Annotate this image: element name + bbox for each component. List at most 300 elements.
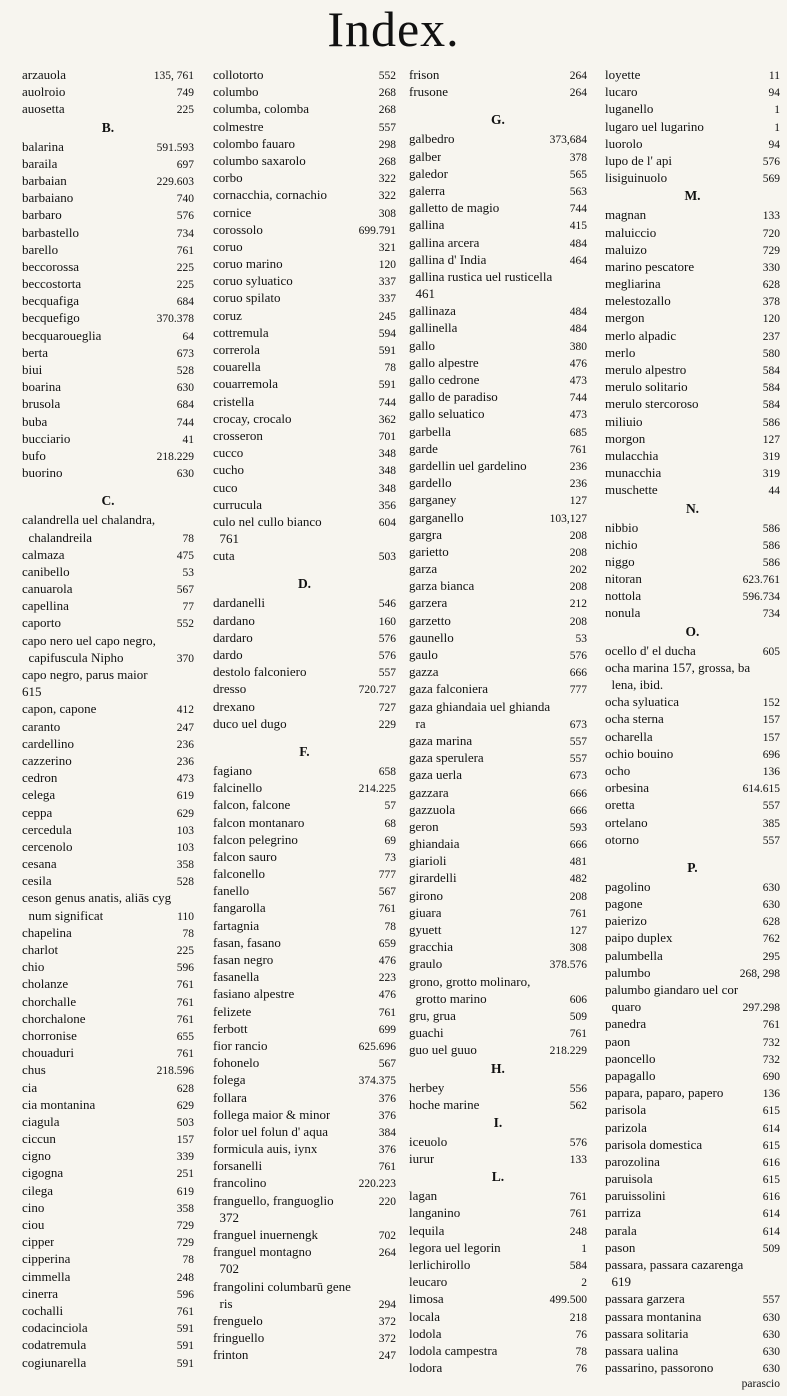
- index-entry: [22, 1027, 194, 1044]
- entry-term: garbella: [409, 423, 451, 439]
- entry-page-refs: 247: [176, 721, 194, 734]
- index-entry: [409, 474, 587, 491]
- entry-term: canuarola: [22, 581, 73, 597]
- entry-page-refs: 476: [378, 989, 396, 1002]
- entry-term: coruo spilato: [213, 290, 281, 306]
- entry-page-refs: 552: [176, 618, 194, 631]
- index-entry: [409, 560, 587, 577]
- index-column-1: [22, 66, 194, 1371]
- entry-term: fanello: [213, 883, 250, 899]
- entry-page-refs: 556: [569, 1082, 587, 1095]
- index-entry: [409, 990, 587, 1007]
- entry-page-refs: 732: [762, 1053, 780, 1066]
- entry-page-refs: 264: [378, 1247, 396, 1260]
- index-entry: [605, 895, 780, 912]
- entry-term: gazzara: [409, 784, 449, 800]
- entry-term: luorolo: [605, 135, 643, 151]
- entry-term: lerlichirollo: [409, 1257, 471, 1272]
- entry-term: cesana: [22, 856, 57, 872]
- entry-term: gallo de paradiso: [409, 389, 498, 405]
- entry-page-refs: 584: [569, 1260, 587, 1272]
- entry-term: merlo alpadic: [605, 327, 677, 343]
- entry-page-refs: 348: [378, 448, 396, 461]
- entry-term: num significat: [22, 907, 104, 923]
- index-entry: [22, 100, 194, 117]
- index-entry: [409, 629, 587, 646]
- index-entry: [409, 663, 587, 680]
- entry-page-refs: 503: [176, 1116, 194, 1129]
- entry-term: loyette: [605, 67, 641, 82]
- entry-page-refs: 1: [774, 104, 780, 117]
- entry-term: buba: [22, 413, 48, 429]
- index-entry: [409, 1096, 587, 1113]
- index-entry: [605, 327, 780, 344]
- entry-term: cucco: [213, 445, 244, 461]
- entry-page-refs: 630: [762, 1345, 780, 1358]
- letter-heading: C.: [101, 493, 115, 509]
- index-entry: [213, 1157, 396, 1174]
- entry-term: gru, grua: [409, 1007, 456, 1023]
- index-entry: [409, 680, 587, 697]
- index-entry: [22, 1044, 194, 1061]
- entry-page-refs: 673: [569, 718, 587, 731]
- entry-page-refs: 308: [569, 942, 587, 955]
- entry-page-refs: 464: [569, 254, 587, 267]
- entry-page-refs: 576: [569, 650, 587, 662]
- index-entry: [22, 309, 194, 326]
- index-entry: [409, 371, 587, 388]
- entry-term: miliuio: [605, 413, 643, 429]
- entry-term: cigogna: [22, 1165, 64, 1181]
- entry-page-refs: 591: [176, 1323, 194, 1336]
- entry-term: parisola: [605, 1102, 647, 1118]
- entry-page-refs: 160: [378, 615, 396, 628]
- entry-page-refs: 699: [378, 1023, 396, 1036]
- entry-term: frison: [409, 67, 440, 82]
- entry-term: gallina rustica uel rusticella: [409, 268, 553, 284]
- index-entry: [213, 698, 396, 715]
- entry-term: garza bianca: [409, 578, 475, 594]
- index-entry: [213, 1003, 396, 1020]
- entry-term: falcon sauro: [213, 848, 277, 864]
- entry-page-refs: 484: [569, 306, 587, 319]
- entry-page-refs: 744: [176, 416, 194, 429]
- index-entry: [213, 612, 396, 629]
- index-entry: [409, 302, 587, 319]
- index-entry: [213, 444, 396, 461]
- entry-page-refs: 475: [176, 549, 194, 562]
- entry-page-refs: 237: [762, 330, 780, 343]
- entry-term: galedor: [409, 165, 448, 181]
- entry-page-refs: 157: [762, 731, 780, 744]
- entry-page-refs: 481: [569, 856, 587, 869]
- entry-term: lodola campestra: [409, 1342, 498, 1358]
- index-entry: [22, 529, 194, 546]
- entry-page-refs: 557: [378, 667, 396, 680]
- letter-heading: B.: [101, 119, 115, 135]
- index-entry: [605, 536, 780, 553]
- index-entry: [409, 509, 587, 526]
- entry-page-refs: 78: [384, 362, 396, 375]
- entry-page-refs: 562: [569, 1099, 587, 1112]
- entry-page-refs: 157: [762, 714, 780, 727]
- entry-term: fior rancio: [213, 1037, 268, 1053]
- entry-page-refs: 528: [176, 876, 194, 889]
- entry-term: biui: [22, 362, 43, 377]
- index-entry: [213, 1071, 396, 1088]
- index-entry: [22, 206, 194, 223]
- entry-page-refs: 619: [176, 1185, 194, 1198]
- entry-page-refs: 673: [569, 770, 587, 783]
- entry-page-refs: 596.734: [742, 591, 780, 604]
- entry-page-refs: 370.378: [156, 313, 194, 326]
- entry-term: frenguelo: [213, 1312, 263, 1328]
- entry-page-refs: 630: [176, 382, 194, 395]
- entry-page-refs: 761: [569, 443, 587, 456]
- index-column-2: [213, 66, 396, 1364]
- index-entry: [22, 511, 194, 528]
- index-entry: [409, 938, 587, 955]
- entry-page-refs: 135, 761: [153, 70, 194, 82]
- entry-page-refs: 563: [569, 185, 587, 198]
- entry-page-refs: 103: [176, 841, 194, 854]
- entry-page-refs: 319: [762, 450, 780, 463]
- entry-term: fringuello: [213, 1330, 265, 1346]
- entry-page-refs: 629: [176, 1099, 194, 1112]
- entry-term: galber: [409, 148, 442, 164]
- index-entry: [22, 993, 194, 1010]
- index-entry: [409, 887, 587, 904]
- entry-page-refs: 294: [378, 1298, 396, 1311]
- entry-term: dardo: [213, 647, 243, 662]
- index-entry: [213, 917, 396, 934]
- entry-page-refs: 1: [774, 121, 780, 134]
- index-entry: [605, 659, 780, 676]
- entry-term: hoche marine: [409, 1096, 480, 1112]
- entry-page-refs: 761: [569, 1028, 587, 1041]
- index-entry: [213, 83, 396, 100]
- entry-page-refs: 740: [176, 193, 194, 206]
- index-entry: [409, 1079, 587, 1096]
- entry-page-refs: 337: [378, 276, 396, 289]
- entry-page-refs: 220: [378, 1195, 396, 1208]
- entry-term: mergon: [605, 310, 645, 326]
- entry-page-refs: 484: [569, 237, 587, 250]
- entry-term: paon: [605, 1033, 631, 1049]
- entry-term: cucho: [213, 462, 245, 478]
- entry-term: gargra: [409, 526, 442, 542]
- entry-page-refs: 133: [762, 210, 780, 223]
- index-entry: [605, 710, 780, 727]
- entry-term: cuco: [213, 479, 238, 495]
- index-entry: [605, 361, 780, 378]
- entry-page-refs: 297.298: [742, 1002, 780, 1015]
- entry-term: papara, paparo, papero: [605, 1085, 724, 1101]
- entry-page-refs: 630: [762, 1363, 780, 1376]
- index-entry: [22, 172, 194, 189]
- index-entry: [409, 388, 587, 405]
- index-entry: [213, 1260, 396, 1277]
- entry-page-refs: 245: [378, 310, 396, 323]
- entry-term: felizete: [213, 1003, 252, 1019]
- entry-page-refs: 229.603: [156, 175, 194, 188]
- index-entry: [605, 1101, 780, 1118]
- entry-term: iurur: [409, 1151, 435, 1167]
- entry-page-refs: 744: [378, 396, 396, 409]
- entry-page-refs: 208: [569, 615, 587, 628]
- entry-term: ciagula: [22, 1113, 60, 1129]
- entry-page-refs: parascio: [741, 1378, 780, 1391]
- page-title: Index.: [327, 1, 460, 57]
- entry-term: melestozallo: [605, 293, 671, 309]
- entry-page-refs: 264: [569, 87, 587, 100]
- entry-term: collotorto: [213, 67, 264, 82]
- entry-term: francolino: [213, 1175, 267, 1191]
- entry-page-refs: 268: [378, 87, 396, 100]
- index-entry: [213, 66, 396, 83]
- entry-term: oretta: [605, 797, 635, 813]
- entry-term: giarioli: [409, 853, 447, 869]
- entry-page-refs: 567: [378, 1058, 396, 1071]
- entry-term: chus: [22, 1062, 46, 1078]
- entry-term: passara garzera: [605, 1291, 685, 1307]
- index-entry: [605, 1256, 780, 1273]
- entry-page-refs: 264: [569, 70, 587, 82]
- entry-page-refs: 616: [762, 1156, 780, 1169]
- entry-page-refs: 697: [176, 158, 194, 171]
- entry-term: 702: [213, 1261, 239, 1277]
- entry-page-refs: 727: [378, 701, 396, 714]
- entry-page-refs: 584: [762, 365, 780, 377]
- entry-page-refs: 378.576: [549, 959, 587, 972]
- spacer: [213, 564, 396, 574]
- index-entry: [22, 1336, 194, 1353]
- entry-term: lugaro uel lugarino: [605, 118, 704, 134]
- index-entry: [22, 752, 194, 769]
- index-entry: [213, 410, 396, 427]
- index-entry: [409, 921, 587, 938]
- entry-term: auosetta: [22, 101, 65, 117]
- index-column-3: [409, 66, 587, 1376]
- entry-term: cipperina: [22, 1251, 71, 1267]
- entry-page-refs: 565: [569, 168, 587, 181]
- entry-term: 372: [213, 1209, 239, 1225]
- index-entry: [409, 457, 587, 474]
- index-entry: [22, 224, 194, 241]
- entry-term: merulo stercoroso: [605, 396, 699, 412]
- index-entry: [22, 344, 194, 361]
- index-entry: [605, 206, 780, 223]
- entry-term: follega maior & minor: [213, 1106, 331, 1122]
- entry-term: cottremula: [213, 324, 269, 340]
- index-entry: [409, 1308, 587, 1325]
- entry-term: dardanelli: [213, 595, 265, 611]
- entry-term: gazza: [409, 664, 439, 680]
- index-entry: [409, 1133, 587, 1150]
- entry-page-refs: 376: [378, 1109, 396, 1122]
- index-entry: [213, 951, 396, 968]
- index-entry: [409, 646, 587, 663]
- index-entry: [22, 718, 194, 735]
- entry-term: chorchalle: [22, 993, 77, 1009]
- entry-term: grotto marino: [409, 990, 487, 1006]
- entry-page-refs: 591: [176, 1357, 194, 1370]
- entry-page-refs: 218.229: [156, 450, 194, 463]
- index-entry: [22, 430, 194, 447]
- entry-term: cimmella: [22, 1268, 71, 1284]
- entry-page-refs: 761: [569, 907, 587, 920]
- entry-page-refs: 552: [378, 70, 396, 82]
- entry-term: cochalli: [22, 1302, 64, 1318]
- index-entry: [605, 344, 780, 361]
- entry-page-refs: 666: [569, 804, 587, 817]
- entry-term: lisiguinuolo: [605, 170, 668, 186]
- index-entry: [213, 882, 396, 899]
- index-entry: [605, 118, 780, 135]
- entry-page-refs: 251: [176, 1168, 194, 1181]
- entry-page-refs: 655: [176, 1030, 194, 1043]
- entry-term: gazzuola: [409, 801, 456, 817]
- index-entry: [409, 285, 587, 302]
- index-entry: [213, 814, 396, 831]
- entry-term: girono: [409, 887, 443, 903]
- index-entry: [409, 852, 587, 869]
- entry-term: chalandreila: [22, 529, 93, 545]
- index-entry: [409, 818, 587, 835]
- entry-page-refs: 777: [378, 869, 396, 882]
- entry-term: becquefigo: [22, 310, 80, 326]
- entry-page-refs: 152: [762, 697, 780, 710]
- entry-page-refs: 69: [384, 834, 396, 847]
- entry-page-refs: 78: [575, 1345, 587, 1358]
- entry-term: columbo saxarolo: [213, 152, 306, 168]
- entry-term: berta: [22, 344, 48, 360]
- entry-term: boarina: [22, 379, 61, 395]
- entry-page-refs: 615: [762, 1105, 780, 1118]
- index-entry: [22, 258, 194, 275]
- index-entry: [605, 553, 780, 570]
- entry-term: chio: [22, 959, 45, 975]
- entry-term: garzera: [409, 595, 448, 611]
- entry-term: gallinella: [409, 320, 458, 336]
- letter-heading: P.: [687, 859, 698, 875]
- entry-page-refs: 584: [762, 382, 780, 395]
- index-entry: [22, 907, 194, 924]
- entry-page-refs: 576: [176, 210, 194, 223]
- letter-heading: H.: [491, 1060, 505, 1076]
- index-entry: [409, 715, 587, 732]
- entry-term: langanino: [409, 1205, 461, 1221]
- entry-term: crocay, crocalo: [213, 410, 292, 426]
- entry-page-refs: 378: [762, 296, 780, 309]
- index-entry: [605, 998, 780, 1015]
- index-entry: [22, 1268, 194, 1285]
- entry-term: munacchia: [605, 465, 662, 481]
- entry-term: fasanella: [213, 969, 260, 985]
- entry-page-refs: 729: [176, 1220, 194, 1232]
- index-entry: [409, 1204, 587, 1221]
- entry-page-refs: 630: [762, 881, 780, 894]
- index-entry: [213, 1346, 396, 1363]
- index-entry: [605, 447, 780, 464]
- index-entry: [22, 649, 194, 666]
- entry-term: quaro: [605, 999, 642, 1015]
- entry-term: panedra: [605, 1016, 647, 1032]
- entry-page-refs: 734: [762, 608, 780, 621]
- index-entry: [213, 272, 396, 289]
- entry-term: gallina d' India: [409, 251, 487, 267]
- index-entry: [22, 855, 194, 872]
- entry-term: franguello, franguoglio: [213, 1192, 334, 1208]
- index-entry: [409, 491, 587, 508]
- index-entry: [213, 1054, 396, 1071]
- entry-page-refs: 78: [182, 927, 194, 940]
- index-entry: [213, 865, 396, 882]
- entry-page-refs: 319: [762, 468, 780, 481]
- index-entry: [409, 216, 587, 233]
- index-entry: [213, 1312, 396, 1329]
- entry-term: arzauola: [22, 67, 67, 82]
- entry-term: graulo: [409, 956, 443, 972]
- entry-page-refs: 358: [176, 859, 194, 872]
- entry-page-refs: 630: [762, 1328, 780, 1341]
- index-entry: [213, 238, 396, 255]
- index-entry: [409, 319, 587, 336]
- entry-page-refs: 546: [378, 598, 396, 611]
- index-entry: [409, 337, 587, 354]
- index-entry: [213, 169, 396, 186]
- entry-page-refs: 202: [569, 564, 587, 577]
- entry-term: caranto: [22, 718, 61, 734]
- entry-term: passara ualina: [605, 1342, 679, 1358]
- index-entry: [605, 570, 780, 587]
- entry-page-refs: 57: [384, 800, 396, 813]
- letter-heading: G.: [491, 112, 505, 128]
- entry-page-refs: 557: [762, 1294, 780, 1307]
- index-entry: [605, 676, 780, 693]
- index-entry: [22, 1250, 194, 1267]
- entry-term: nonula: [605, 605, 641, 621]
- entry-term: cesila: [22, 873, 52, 889]
- entry-term: frinton: [213, 1347, 249, 1363]
- entry-page-refs: 761: [378, 903, 396, 916]
- entry-term: gallo: [409, 337, 435, 353]
- index-entry: [409, 1325, 587, 1342]
- entry-page-refs: 127: [762, 433, 780, 446]
- entry-page-refs: 208: [569, 581, 587, 594]
- entry-page-refs: 339: [176, 1151, 194, 1164]
- entry-page-refs: 557: [762, 834, 780, 847]
- entry-term: maluizo: [605, 241, 647, 257]
- index-entry: [213, 1192, 396, 1209]
- index-entry: [213, 496, 396, 513]
- entry-term: ocha marina 157, grossa, ba: [605, 659, 751, 675]
- index-entry: [605, 241, 780, 258]
- index-entry: [213, 762, 396, 779]
- entry-term: paipo duplex: [605, 930, 673, 946]
- entry-page-refs: 322: [378, 190, 396, 203]
- entry-page-refs: 236: [569, 478, 587, 491]
- index-entry: [605, 947, 780, 964]
- entry-page-refs: 236: [176, 755, 194, 768]
- entry-term: gallo alpestre: [409, 354, 479, 370]
- entry-term: frusone: [409, 84, 448, 100]
- entry-term: cedron: [22, 770, 58, 786]
- entry-term: forsanelli: [213, 1158, 263, 1174]
- entry-page-refs: 606: [569, 993, 587, 1006]
- index-entry: [213, 715, 396, 732]
- entry-page-refs: 720.727: [358, 684, 396, 697]
